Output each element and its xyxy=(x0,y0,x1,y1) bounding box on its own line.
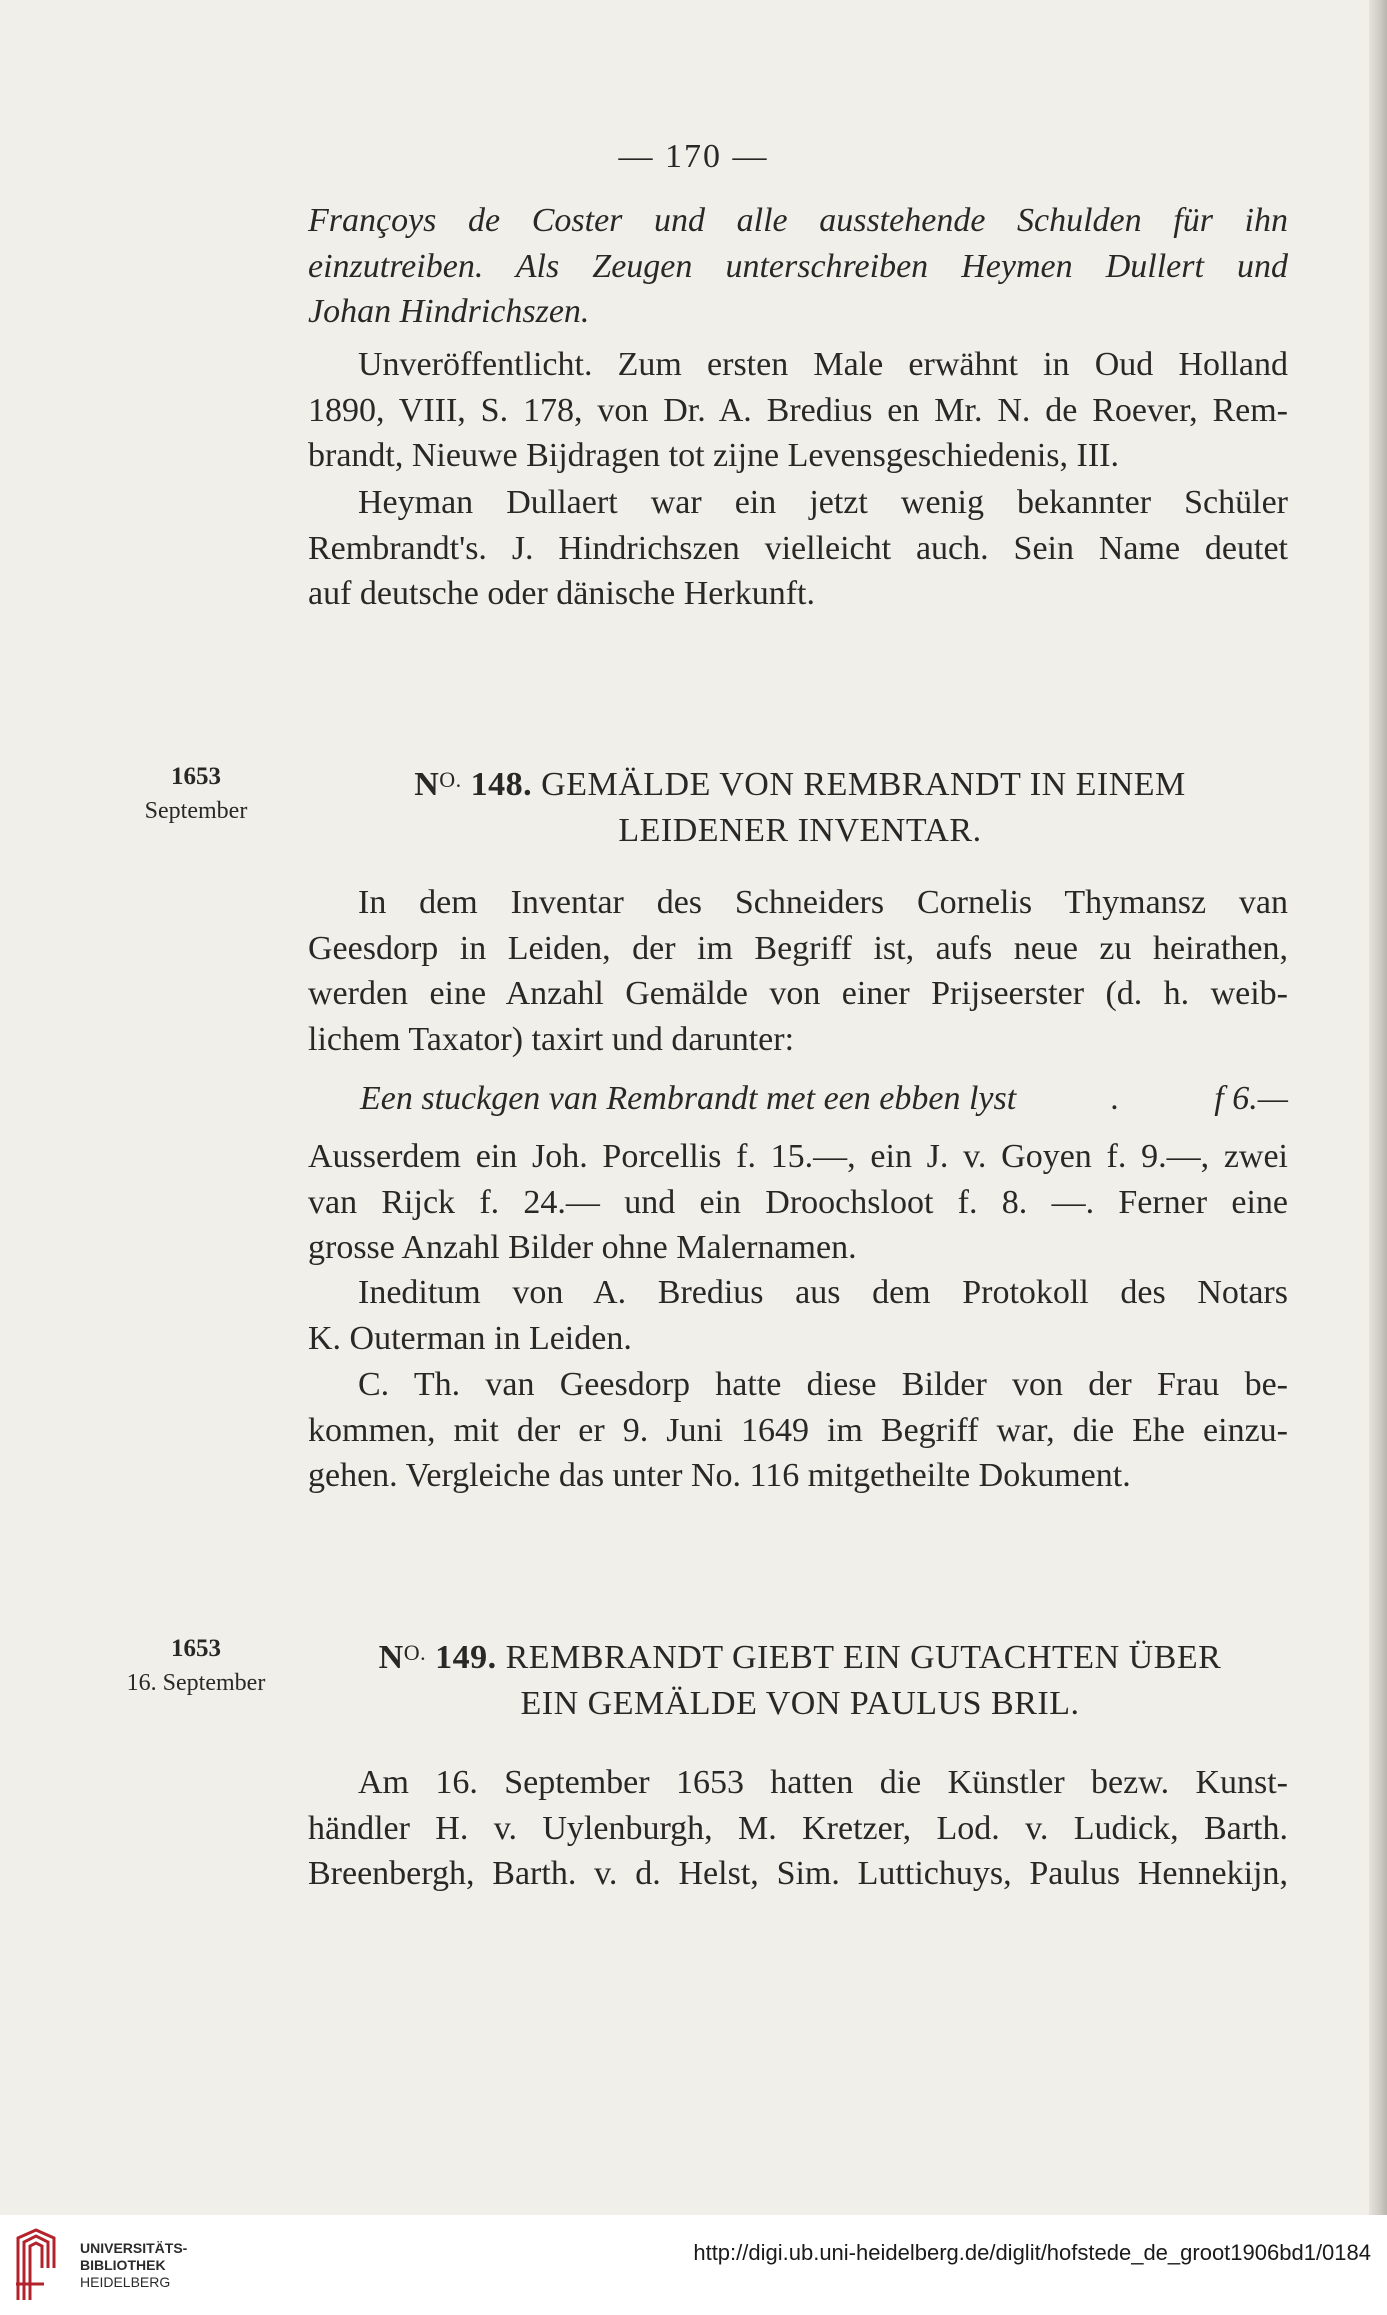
text-line: händler H. v. Uylenburgh, M. Kretzer, Lod. v. Ludick, Barth. xyxy=(308,1809,1288,1847)
text-line: einzutreiben. Als Zeugen unterschreiben Heymen Dullert und xyxy=(308,247,1288,285)
text-line: Am 16. September 1653 hatten die Künstler bezw. Kunst- xyxy=(358,1764,1288,1801)
body-paragraph xyxy=(308,1760,1288,1897)
text-line: kommen, mit der er 9. Juni 1649 im Begriff war, die Ehe einzu- xyxy=(308,1411,1288,1449)
text-line: C. Th. van Geesdorp hatte diese Bilder von der Frau be- xyxy=(358,1366,1288,1403)
library-logo-icon xyxy=(14,2228,58,2302)
text-line: Ineditum von A. Bredius aus dem Protokoll des Notars xyxy=(358,1274,1288,1311)
text-line: Johan Hindrichszen. xyxy=(308,293,590,330)
body-paragraph xyxy=(308,880,1288,1062)
heading-line: EIN GEMÄLDE VON PAULUS BRIL. xyxy=(520,1685,1080,1722)
text-line: Geesdorp in Leiden, der im Begriff ist, aufs neue zu heirathen, xyxy=(308,929,1288,967)
library-logo-text xyxy=(80,2240,187,2291)
logo-line: BIBLIOTHEK xyxy=(80,2257,166,2273)
heading-title: REMBRANDT GIEBT EIN GUTACHTEN ÜBER xyxy=(505,1639,1222,1676)
page-edge-shadow xyxy=(1369,0,1387,2215)
inventory-dot: . xyxy=(1110,1080,1120,1117)
body-paragraph xyxy=(308,1134,1288,1271)
margin-month: 16. September xyxy=(126,1670,266,1696)
text-line: Rembrandt's. J. Hindrichszen vielleicht auch. Sein Name deutet xyxy=(308,529,1288,567)
text-line: 1890, VIII, S. 178, von Dr. A. Bredius en Mr. N. de Roever, Rem- xyxy=(308,391,1288,429)
heading-line: LEIDENER INVENTAR. xyxy=(618,812,982,849)
text-line: K. Outerman in Leiden. xyxy=(308,1319,632,1357)
text-line: auf deutsche oder dänische Herkunft. xyxy=(308,575,815,612)
text-line: Ausserdem ein Joh. Porcellis f. 15.—, ein J. v. Goyen f. 9.—, zwei xyxy=(308,1138,1288,1175)
inventory-price: f 6.— xyxy=(1214,1080,1288,1117)
section-heading-149 xyxy=(300,1630,1300,1727)
text-line: van Rijck f. 24.— und ein Droochsloot f. 8. —. Ferner eine xyxy=(308,1183,1288,1221)
logo-line: HEIDELBERG xyxy=(80,2274,171,2290)
margin-date-149 xyxy=(96,1632,296,1700)
text-line: gehen. Vergleiche das unter No. 116 mitgetheilte Dokument. xyxy=(308,1457,1131,1494)
text-line: grosse Anzahl Bilder ohne Malernamen. xyxy=(308,1229,857,1266)
text-line: In dem Inventar des Schneiders Cornelis Thymansz van xyxy=(358,884,1288,921)
heading-title: GEMÄLDE VON REMBRANDT IN EINEM xyxy=(541,766,1186,803)
heading-line xyxy=(300,757,1300,808)
entry-number: $N^{O.}$ 148. xyxy=(414,766,533,803)
heading-line xyxy=(300,1630,1300,1681)
text-line: Françoys de Coster und alle ausstehende Schulden für ihn xyxy=(308,202,1288,239)
source-url-link[interactable]: http://digi.ub.uni-heidelberg.de/diglit/hofstede_de_groot1906bd1/0184 xyxy=(693,2240,1371,2265)
comment-paragraph xyxy=(308,480,1288,617)
inventory-item: Een stuckgen van Rembrandt met een ebben lyst xyxy=(360,1080,1017,1117)
intro-paragraph xyxy=(308,198,1288,335)
logo-line: UNIVERSITÄTS- xyxy=(80,2240,188,2256)
entry-number: $N^{O.}$ 149. xyxy=(378,1639,497,1676)
margin-date-148 xyxy=(96,760,296,828)
text-line: Unveröffentlicht. Zum ersten Male erwähnt in Oud Holland xyxy=(358,346,1288,383)
text-line: Heyman Dullaert war ein jetzt wenig bekannter Schüler xyxy=(358,484,1288,521)
source-paragraph xyxy=(308,1270,1288,1361)
margin-year: 1653 xyxy=(171,1635,221,1662)
text-line: brandt, Nieuwe Bijdragen tot zijne Levensgeschiedenis, III. xyxy=(308,437,1120,474)
text-line: lichem Taxator) taxirt und darunter: xyxy=(308,1020,795,1058)
comment-paragraph xyxy=(308,1362,1288,1499)
section-heading-148 xyxy=(300,757,1300,854)
text-line: Breenbergh, Barth. v. d. Helst, Sim. Luttichuys, Paulus Hennekijn, xyxy=(308,1855,1288,1892)
text-line: werden eine Anzahl Gemälde von einer Prijseerster (d. h. weib- xyxy=(308,975,1288,1012)
page-number: — 170 — xyxy=(618,138,769,175)
source-paragraph xyxy=(308,342,1288,479)
margin-year: 1653 xyxy=(171,763,221,790)
inventory-entry xyxy=(360,1080,1288,1118)
margin-month: September xyxy=(144,798,248,824)
